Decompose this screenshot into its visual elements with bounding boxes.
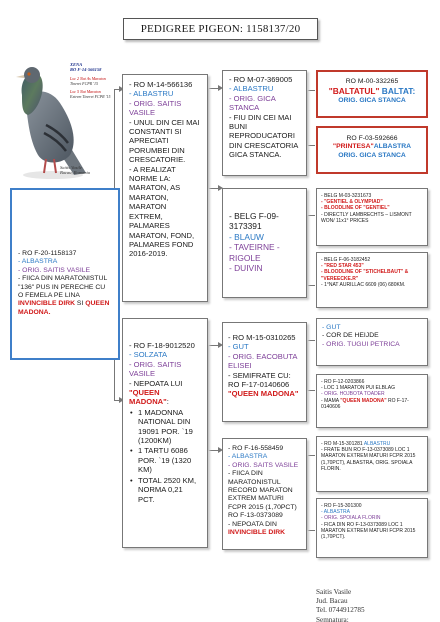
sds-line: - BLOODLINE OF "GENTIEL" xyxy=(321,205,390,212)
ds-color: - GUT xyxy=(228,342,249,352)
pigeon-ring: RO F-14-566158 xyxy=(70,67,102,72)
sds-text: - DIRECTLY LAMBRECHTS – LISMONT WON/ 11x1° PRICES xyxy=(321,211,412,224)
connector xyxy=(208,88,209,188)
connector xyxy=(208,345,209,450)
dam-sire-sire-card xyxy=(316,318,428,366)
connector xyxy=(114,89,115,189)
sss-breeder: ORIG. GICA STANCA xyxy=(338,96,406,104)
dam-color: - SOLZATA xyxy=(129,350,168,360)
ddd-ring: - RO F-15-301300 xyxy=(321,503,362,509)
subject-description: - FIICA DIN MARATONISTUL "136" PUS IN PERECHE CU O FEMELA PE LINA INVINCIBLE DIRK SI QUEEN MADONA. xyxy=(18,275,110,316)
dd-name: INVINCIBLE DIRK xyxy=(228,529,286,537)
connector xyxy=(307,390,315,391)
connector xyxy=(307,530,315,531)
sire-card xyxy=(122,74,208,302)
ssd-breeder: ORIG. GICA STANCA xyxy=(338,151,406,159)
dam-sire-dam-card xyxy=(316,374,428,428)
sds-ring: - BELG M-03-3231673 xyxy=(321,193,372,199)
dam-description: - NEPOATA LUI "QUEEN MADONA": xyxy=(129,378,183,407)
subject-ring: - RO F-20-1158137 xyxy=(18,250,77,257)
owner-name: Saitis Vasile xyxy=(316,588,352,596)
photo-signature xyxy=(60,165,90,175)
sire-breeder: - ORIG. SAITIS VASILE xyxy=(129,98,182,118)
dsd-text: - LOC 1 MARATON PUI ELBLAG xyxy=(321,385,396,392)
connector xyxy=(307,455,315,456)
connector xyxy=(307,90,315,91)
connector xyxy=(307,215,315,216)
pigeon-name: XENA xyxy=(70,62,83,67)
sdd-ring: - BELG F-06-3182452 xyxy=(321,257,371,263)
ssd-name-color: "PRINTESA"ALBASTRA xyxy=(332,143,412,151)
dss-line: - COR DE HEIJDE xyxy=(322,332,379,340)
connector xyxy=(307,90,308,145)
dd-text-2: - NEPOATA DIN xyxy=(228,520,277,528)
ssd-ring: RO F-03-592666 xyxy=(346,135,398,142)
sd-breeder: - DUIVIN xyxy=(229,263,263,274)
sss-ring: RO M-00-332265 xyxy=(345,78,399,85)
ddd-text: - FICA DIN RO F-13-0373089 LOC 1 MARATON EXTREM MATURI FCPR 2015 (1,70PCT). xyxy=(321,521,416,541)
pigeon-result-2a: Loc 5 Nat Maraton xyxy=(70,89,101,94)
dds-text: - FRATE BUN RO F-13-0373089 LOC 1 MARATON EXTREM MATURI FCPR 2015 (1,70PCT), ALBASTRA, ORIG. SPOIALA FLORIN. xyxy=(321,447,416,472)
subject-breeder: - ORIG. SAITIS VASILE xyxy=(18,266,91,274)
ss-text: - FIU DIN CEI MAI BUNI REPRODUCATORI DIN CRESCATORIA GICA STANCA. xyxy=(229,112,298,160)
sdd-text: - 1°NAT AURILLAC 6609 (06) 680KM. xyxy=(321,281,406,288)
subject-color: - ALBASTRA xyxy=(18,258,58,266)
connector xyxy=(307,340,308,390)
sire-sire-dam-card xyxy=(316,126,428,174)
pigeon-result-1b: Tineret FCPR '15 xyxy=(70,81,99,86)
connector xyxy=(307,145,315,146)
dss-color: - GUT xyxy=(322,324,341,331)
ss-ring: - RO M-07-369005 xyxy=(229,75,293,84)
sdd-name: - "RED STAR 453" xyxy=(321,263,364,270)
dss-breeder: - ORIG. TUGUI PETRICA xyxy=(322,340,400,348)
dam-results xyxy=(129,408,201,504)
dam-card xyxy=(122,318,208,548)
pigeon-result-2b: Extrem Tineret FCPR '15 xyxy=(70,94,111,99)
dsd-mama: - MAMA "QUEEN MADONA" RO F-17-0140606 xyxy=(321,397,409,410)
sss-name-color: "BALTATUL" BALTAT: xyxy=(328,86,416,97)
connector xyxy=(307,215,308,285)
ds-ring: - RO M-15-0310265 xyxy=(228,333,296,342)
ddd-breeder: - ORIG. SPOIALA FLORIN xyxy=(321,515,381,522)
sd-name: - TAVEIRNE - RIGOLE xyxy=(229,242,280,263)
page-title: PEDIGREE PIGEON: 1158137/20 xyxy=(123,18,318,40)
connector xyxy=(307,285,315,286)
dd-text: - FIICA DIN MARATONISTUL RECORD MARATON EXTREM MATURI FCPR 2015 (1,70PCT) RO F-13-0373089 xyxy=(228,470,297,520)
dam-result: • 1 MADONNA NATIONAL DIN 19091 POR. `19 (1200KM) xyxy=(129,408,201,446)
connector xyxy=(307,455,308,530)
ds-text: - SEMIFRATE CU: RO F-17-0140606 xyxy=(228,370,291,390)
owner-phone: Tel. 0744912785 xyxy=(316,606,365,615)
pigeon-result-1a: Loc 2 Nat As Maraton xyxy=(70,76,106,81)
dsd-ring: - RO F-12-0203866 xyxy=(321,379,365,385)
sd-color: - BLAUW xyxy=(229,231,264,242)
ss-color: - ALBASTRU xyxy=(229,84,274,94)
owner-county: Jud. Bacau xyxy=(316,597,348,606)
photo-sig-name: Saitis Vasile xyxy=(60,165,82,170)
ss-breeder: - ORIG. GICA STANCA xyxy=(229,93,276,113)
dsd-breeder: - ORIG. HOJBOTA TOADER xyxy=(321,391,385,398)
signature-label: Semnatura: xyxy=(316,615,349,622)
sd-ring: - BELG F-09-3173391 xyxy=(229,211,279,232)
dam-dam-sire-card xyxy=(316,436,428,492)
dam-result: • 1 TARTU 6086 POR. `19 (1320 KM) xyxy=(129,446,201,474)
connector xyxy=(307,340,315,341)
ds-breeder: - ORIG. EACOBUTA ELISEI xyxy=(228,351,298,371)
sds-name: - "GENTIEL & OLYMPIAD" xyxy=(321,199,383,206)
sire-sire-card xyxy=(222,70,307,176)
dam-dam-card xyxy=(222,438,307,550)
sire-ring: - RO M-14-566136 xyxy=(129,80,193,89)
dd-breeder: - ORIG. SAITS VASILE xyxy=(228,461,299,469)
photo-sig-location: Bacau, Romania xyxy=(60,170,90,175)
sire-text-2: - A REALIZAT NORME LA: MARATON, AS MARATON, MARATON EXTREM, PALMARES MARATON, FOND, PALMARES FOND 2016-2019. xyxy=(129,164,195,259)
dam-ring: - RO F-18-9012520 xyxy=(129,341,195,350)
dam-dam-dam-card xyxy=(316,498,428,558)
sire-dam-card xyxy=(222,188,307,298)
sire-color: - ALBASTRU xyxy=(129,89,174,99)
connector xyxy=(114,360,115,400)
sire-dam-dam-card xyxy=(316,252,428,308)
subject-card xyxy=(10,188,120,360)
dam-breeder: - ORIG. SAITIS VASILE xyxy=(129,359,182,379)
dd-color: - ALBASTRA xyxy=(228,453,268,461)
ddd-color: - ALBASTRA xyxy=(321,509,350,516)
sdd-line: - BLOODLINE OF "STICHELBAUT" & "VEREECKE.R" xyxy=(321,269,409,282)
sire-sire-sire-card xyxy=(316,70,428,118)
owner-signature xyxy=(316,588,365,622)
sire-text-1: - UNUL DIN CEI MAI CONSTANTI SI APRECIATI PORUMBEI DIN CRESCATORIE. xyxy=(129,117,200,165)
dd-ring: - RO F-16-558459 xyxy=(228,445,284,452)
dds-ring: - RO M-15-301281 ALBASTRU xyxy=(321,441,391,447)
dam-result: • TOTAL 2520 KM, NORMA 0,21 PCT. xyxy=(129,476,201,504)
ds-name: "QUEEN MADONA" xyxy=(228,389,299,399)
dam-sire-card xyxy=(222,322,307,422)
sire-dam-sire-card xyxy=(316,188,428,246)
